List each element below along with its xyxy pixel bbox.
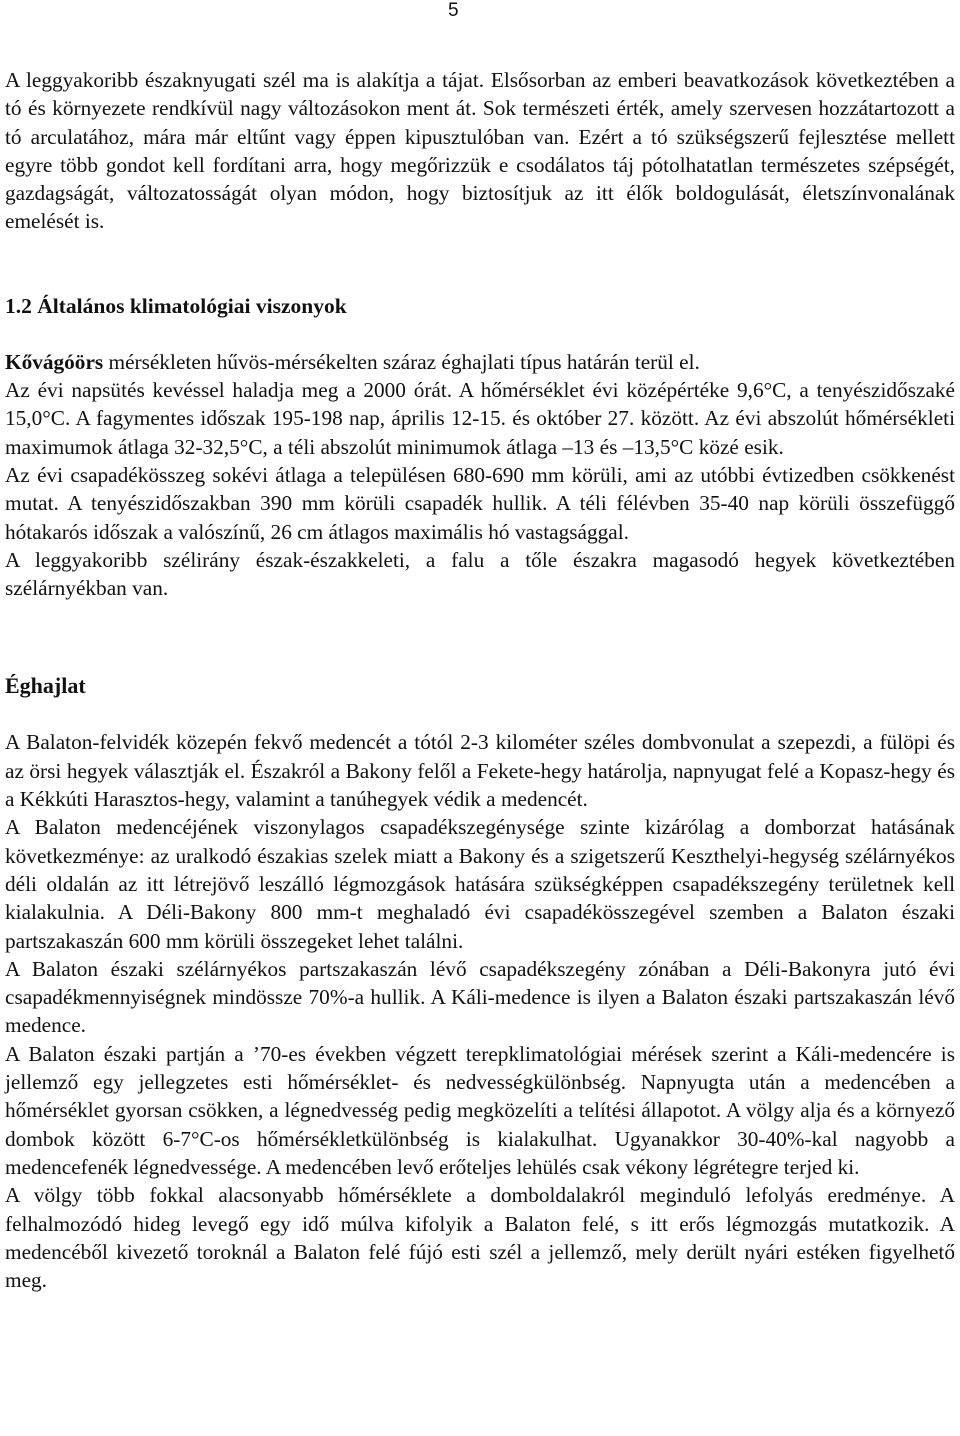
basin-geography-paragraph: A Balaton-felvidék közepén fekvő medencét a tótól 2-3 kilométer széles dombvonulat a szepezdi, a fülöpi és az örsi hegyek választják el. Északról a Bakony felől a Fekete-hegy határolja, napnyugat felé a Kopasz-hegy és a Kékkúti Harasztos-hegy, valamint a tanúhegyek védik a medencét. [5, 730, 955, 812]
precipitation-paragraph: Az évi csapadékösszeg sokévi átlaga a településen 680-690 mm körüli, ami az utóbbi évtizedben csökkenést mutat. A tenyészidőszakban 390 mm körüli csapadék hullik. A téli félévben 35-40 nap körüli összefüggő hótakarós időszak a valószínű, 26 cm átlagos maximális hó vastagsággal. [5, 462, 955, 544]
section-heading-climatology: 1.2 Általános klimatológiai viszonyok [5, 293, 347, 318]
page-number: 5 [448, 0, 459, 21]
spacer [5, 320, 955, 348]
place-name: Kővágóörs [5, 349, 104, 374]
microclimate-paragraph: A Balaton északi partján a ’70-es években végzett terepklimatológiai mérések szerint a Káli-medencére is jellemző egy jellegzetes esti hőmérséklet- és nedvességkülönbség. Napnyugta után a medencében a hőmérséklet gyorsan csökken, a légnedvesség pedig megközelíti a telítési állapotot. A völgy alja és a környező dombok között 6-7°C-os hőmérsékletkülönbség is kialakulhat. Ugyanakkor 30-40%-kal nagyobb a medencefenék légnedvessége. A medencében levő erőteljes lehülés csak vékony légrétegre terjed ki. [5, 1041, 955, 1179]
rain-shadow-paragraph: A Balaton északi szélárnyékos partszakaszán lévő csapadékszegény zónában a Déli-Bakonyra jutó évi csapadékmennyiségnek mindössze 70%-a hullik. A Káli-medence is ilyen a Balaton északi partszakaszán lévő medence. [5, 956, 955, 1038]
cold-air-flow-paragraph: A völgy több fokkal alacsonyabb hőmérséklete a domboldalakról meginduló lefolyás eredménye. A felhalmozódó hideg levegő egy idő múlva kifolyik a Balaton felé, s itt erős légmozgás mutatkozik. A medencéből kivezető toroknál a Balaton felé fújó esti szél a jellemző, mely derült nyári estéken figyelhető meg. [5, 1183, 955, 1293]
spacer [5, 700, 955, 728]
lead-text: mérsékleten hűvös-mérsékelten száraz éghajlati típus határán terül el. [103, 349, 700, 374]
section-heading-eghajlat: Éghajlat [5, 673, 86, 699]
sunshine-temperature-paragraph: Az évi napsütés kevéssel haladja meg a 2000 órát. A hőmérséklet évi középértéke 9,6°C, a tenyészidőszaké 15,0°C. A fagymentes időszak 195-198 nap, április 12-15. és október 27. között. Az évi abszolút hőmérsékleti maximumok átlaga 32-32,5°C, a téli abszolút minimumok átlaga –13 és –13,5°C közé esik. [5, 378, 955, 459]
intro-paragraph: A leggyakoribb északnyugati szél ma is alakítja a tájat. Elsősorban az emberi beavatkozások következtében a tó és környezete rendkívül nagy változásokon ment át. Sok természeti érték, amely szervesen hozzátartozott a tó arculatához, mára már eltűnt vagy éppen kipusztulóban van. Ezért a tó szükségszerű fejlesztése mellett egyre több gondot kell fordítani arra, hogy megőrizzük e csodálatos táj pótolhatatlan természetes szépségét, gazdagságát, változatosságát olyan módon, hogy biztosítjuk az itt élők boldogulását, életszínvonalának emelését is. [5, 68, 955, 234]
spacer [5, 236, 955, 292]
spacer [5, 602, 955, 672]
document-body [5, 66, 955, 1294]
wind-paragraph: A leggyakoribb szélirány észak-északkeleti, a falu a tőle északra magasodó hegyek következtében szélárnyékban van. [5, 547, 955, 601]
climate-lead-paragraph [5, 348, 955, 376]
precipitation-scarcity-paragraph: A Balaton medencéjének viszonylagos csapadékszegénysége szinte kizárólag a domborzat hatásának következménye: az uralkodó északias szelek miatt a Bakony és a szigetszerű Keszthelyi-hegység szélárnyékos déli oldalán az itt létrejövő leszálló légmozgások hatására szükségképpen csapadékszegény területnek kell kialakulnia. A Déli-Bakony 800 mm-t meghaladó évi csapadékösszegével szemben a Balaton északi partszakaszán 600 mm körüli összegeket lehet találni. [5, 815, 955, 953]
